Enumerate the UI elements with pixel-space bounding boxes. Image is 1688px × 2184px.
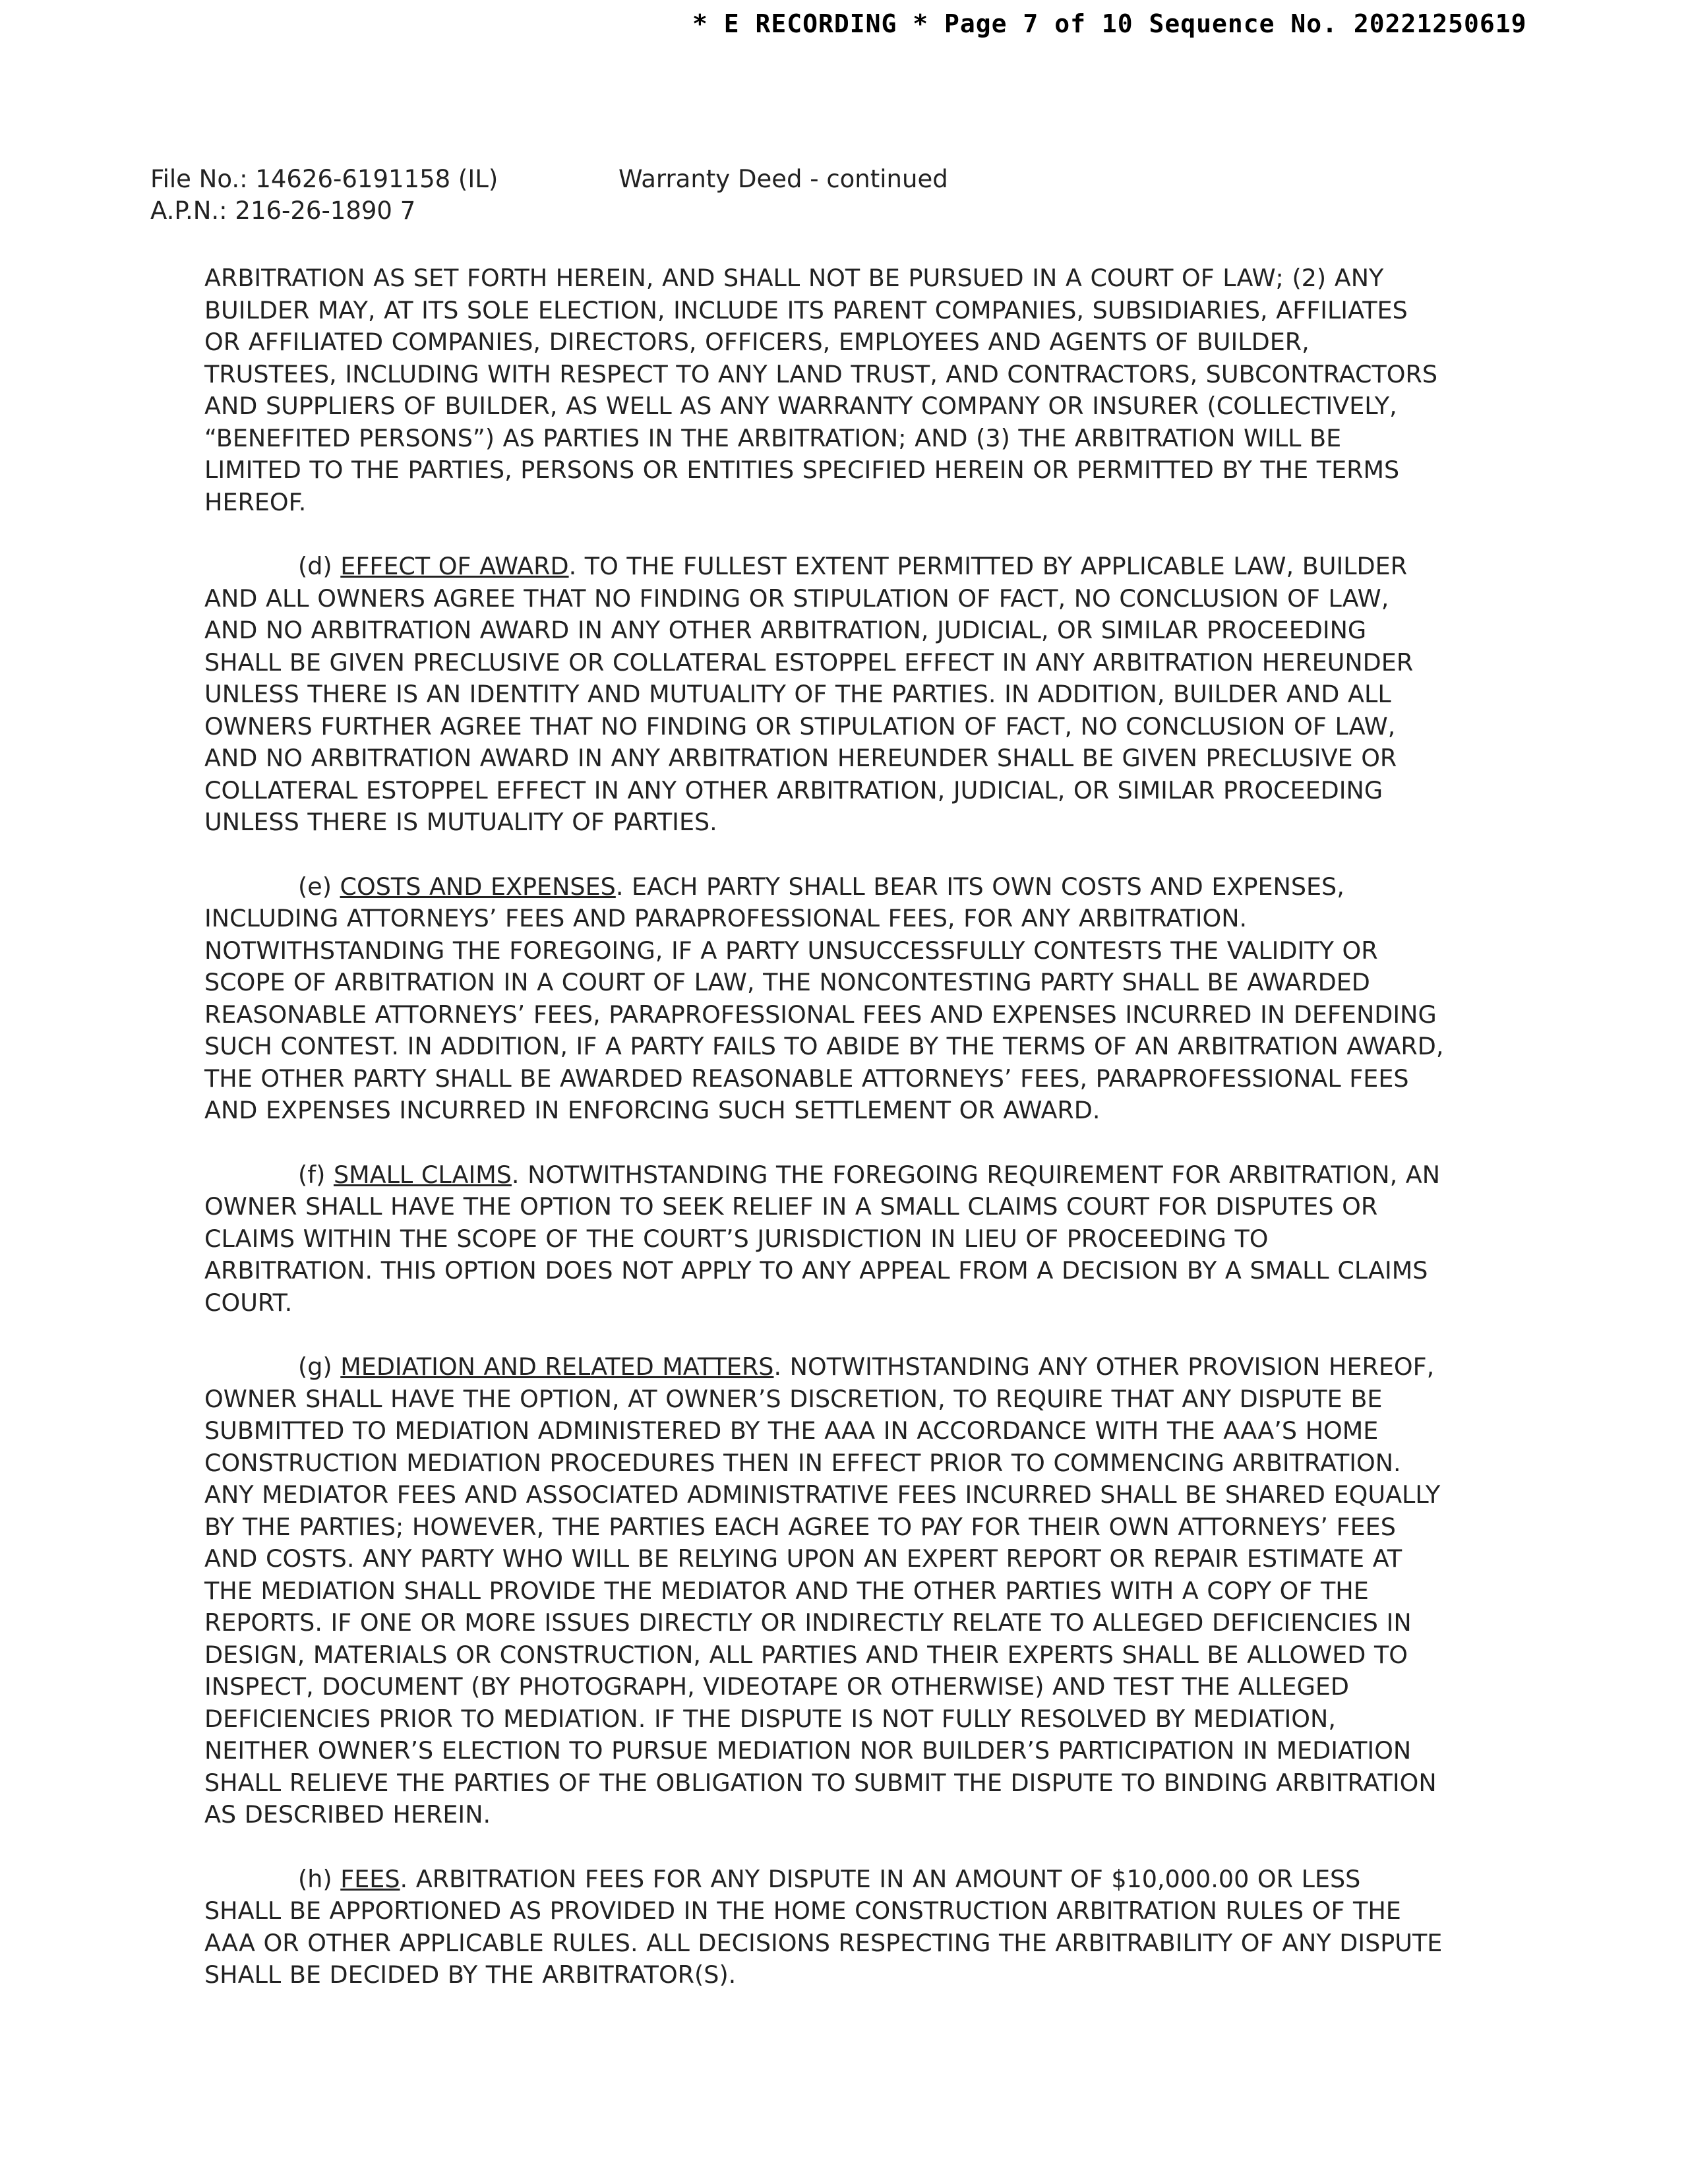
recording-stamp: * E RECORDING * Page 7 of 10 Sequence No. 20221250619	[692, 9, 1527, 38]
paragraph-label: (f)	[298, 1160, 326, 1189]
paragraph-heading: EFFECT OF AWARD	[340, 552, 569, 580]
document-body	[204, 262, 1444, 2024]
paragraph-text: . EACH PARTY SHALL BEAR ITS OWN COSTS AND EXPENSES, INCLUDING ATTORNEYS’ FEES AND PARAPROFESSIONAL FEES, FOR ANY ARBITRATION. NOTWITHSTANDING THE FOREGOING, IF A PARTY UNSUCCESSFULLY CONTESTS THE VALIDITY OR SCOPE OF ARBITRATION IN A COURT OF LAW, THE NONCONTESTING PARTY SHALL BE AWARDED REASONABLE ATTORNEYS’ FEES, PARAPROFESSIONAL FEES AND EXPENSES INCURRED IN DEFENDING SUCH CONTEST. IN ADDITION, IF A PARTY FAILS TO ABIDE BY THE TERMS OF AN ARBITRATION AWARD, THE OTHER PARTY SHALL BE AWARDED REASONABLE ATTORNEYS’ FEES, PARAPROFESSIONAL FEES AND EXPENSES INCURRED IN ENFORCING SUCH SETTLEMENT OR AWARD.	[204, 872, 1444, 1124]
paragraph-heading: MEDIATION AND RELATED MATTERS	[340, 1352, 774, 1381]
paragraph-text: . NOTWITHSTANDING ANY OTHER PROVISION HEREOF, OWNER SHALL HAVE THE OPTION, AT OWNER’S DISCRETION, TO REQUIRE THAT ANY DISPUTE BE SUBMITTED TO MEDIATION ADMINISTERED BY THE AAA IN ACCORDANCE WITH THE AAA’S HOME CONSTRUCTION MEDIATION PROCEDURES THEN IN EFFECT PRIOR TO COMMENCING ARBITRATION. ANY MEDIATOR FEES AND ASSOCIATED ADMINISTRATIVE FEES INCURRED SHALL BE SHARED EQUALLY BY THE PARTIES; HOWEVER, THE PARTIES EACH AGREE TO PAY FOR THEIR OWN ATTORNEYS’ FEES AND COSTS. ANY PARTY WHO WILL BE RELYING UPON AN EXPERT REPORT OR REPAIR ESTIMATE AT THE MEDIATION SHALL PROVIDE THE MEDIATOR AND THE OTHER PARTIES WITH A COPY OF THE REPORTS. IF ONE OR MORE ISSUES DIRECTLY OR INDIRECTLY RELATE TO ALLEGED DEFICIENCIES IN DESIGN, MATERIALS OR CONSTRUCTION, ALL PARTIES AND THEIR EXPERTS SHALL BE ALLOWED TO INSPECT, DOCUMENT (BY PHOTOGRAPH, VIDEOTAPE OR OTHERWISE) AND TEST THE ALLEGED DEFICIENCIES PRIOR TO MEDIATION. IF THE DISPUTE IS NOT FULLY RESOLVED BY MEDIATION, NEITHER OWNER’S ELECTION TO PURSUE MEDIATION NOR BUILDER’S PARTICIPATION IN MEDIATION SHALL RELIEVE THE PARTIES OF THE OBLIGATION TO SUBMIT THE DISPUTE TO BINDING ARBITRATION AS DESCRIBED HEREIN.	[204, 1352, 1441, 1829]
paragraph-label: (g)	[298, 1352, 332, 1381]
paragraph-continued	[204, 262, 1444, 518]
file-info-block	[150, 164, 948, 227]
paragraph-text: . TO THE FULLEST EXTENT PERMITTED BY APPLICABLE LAW, BUILDER AND ALL OWNERS AGREE THAT NO FINDING OR STIPULATION OF FACT, NO CONCLUSION OF LAW, AND NO ARBITRATION AWARD IN ANY OTHER ARBITRATION, JUDICIAL, OR SIMILAR PROCEEDING SHALL BE GIVEN PRECLUSIVE OR COLLATERAL ESTOPPEL EFFECT IN ANY ARBITRATION HEREUNDER UNLESS THERE IS AN IDENTITY AND MUTUALITY OF THE PARTIES. IN ADDITION, BUILDER AND ALL OWNERS FURTHER AGREE THAT NO FINDING OR STIPULATION OF FACT, NO CONCLUSION OF LAW, AND NO ARBITRATION AWARD IN ANY ARBITRATION HEREUNDER SHALL BE GIVEN PRECLUSIVE OR COLLATERAL ESTOPPEL EFFECT IN ANY OTHER ARBITRATION, JUDICIAL, OR SIMILAR PROCEEDING UNLESS THERE IS MUTUALITY OF PARTIES.	[204, 552, 1414, 836]
document-title: Warranty Deed - continued	[618, 165, 948, 193]
paragraph-heading: FEES	[340, 1864, 400, 1893]
paragraph-text: ARBITRATION AS SET FORTH HEREIN, AND SHALL NOT BE PURSUED IN A COURT OF LAW; (2) ANY BUILDER MAY, AT ITS SOLE ELECTION, INCLUDE ITS PARENT COMPANIES, SUBSIDIARIES, AFFILIATES OR AFFILIATED COMPANIES, DIRECTORS, OFFICERS, EMPLOYEES AND AGENTS OF BUILDER, TRUSTEES, INCLUDING WITH RESPECT TO ANY LAND TRUST, AND CONTRACTORS, SUBCONTRACTORS AND SUPPLIERS OF BUILDER, AS WELL AS ANY WARRANTY COMPANY OR INSURER (COLLECTIVELY, “BENEFITED PERSONS”) AS PARTIES IN THE ARBITRATION; AND (3) THE ARBITRATION WILL BE LIMITED TO THE PARTIES, PERSONS OR ENTITIES SPECIFIED HEREIN OR PERMITTED BY THE TERMS HEREOF.	[204, 264, 1438, 516]
paragraph-label: (e)	[298, 872, 332, 901]
paragraph-g	[204, 1351, 1444, 1831]
apn-number: A.P.N.: 216-26-1890 7	[150, 197, 416, 225]
paragraph-text: . ARBITRATION FEES FOR ANY DISPUTE IN AN AMOUNT OF $10,000.00 OR LESS SHALL BE APPORTIONED AS PROVIDED IN THE HOME CONSTRUCTION ARBITRATION RULES OF THE AAA OR OTHER APPLICABLE RULES. ALL DECISIONS RESPECTING THE ARBITRABILITY OF ANY DISPUTE SHALL BE DECIDED BY THE ARBITRATOR(S).	[204, 1864, 1443, 1989]
file-number: File No.: 14626-6191158 (IL)	[150, 165, 498, 193]
paragraph-label: (d)	[298, 552, 332, 580]
paragraph-d	[204, 551, 1444, 839]
paragraph-f	[204, 1159, 1444, 1320]
paragraph-heading: SMALL CLAIMS	[333, 1160, 512, 1189]
paragraph-e	[204, 871, 1444, 1127]
paragraph-text: . NOTWITHSTANDING THE FOREGOING REQUIREMENT FOR ARBITRATION, AN OWNER SHALL HAVE THE OPTION TO SEEK RELIEF IN A SMALL CLAIMS COURT FOR DISPUTES OR CLAIMS WITHIN THE SCOPE OF THE COURT’S JURISDICTION IN LIEU OF PROCEEDING TO ARBITRATION. THIS OPTION DOES NOT APPLY TO ANY APPEAL FROM A DECISION BY A SMALL CLAIMS COURT.	[204, 1160, 1441, 1317]
paragraph-label: (h)	[298, 1864, 332, 1893]
paragraph-h	[204, 1864, 1444, 1991]
paragraph-heading: COSTS AND EXPENSES	[340, 872, 616, 901]
